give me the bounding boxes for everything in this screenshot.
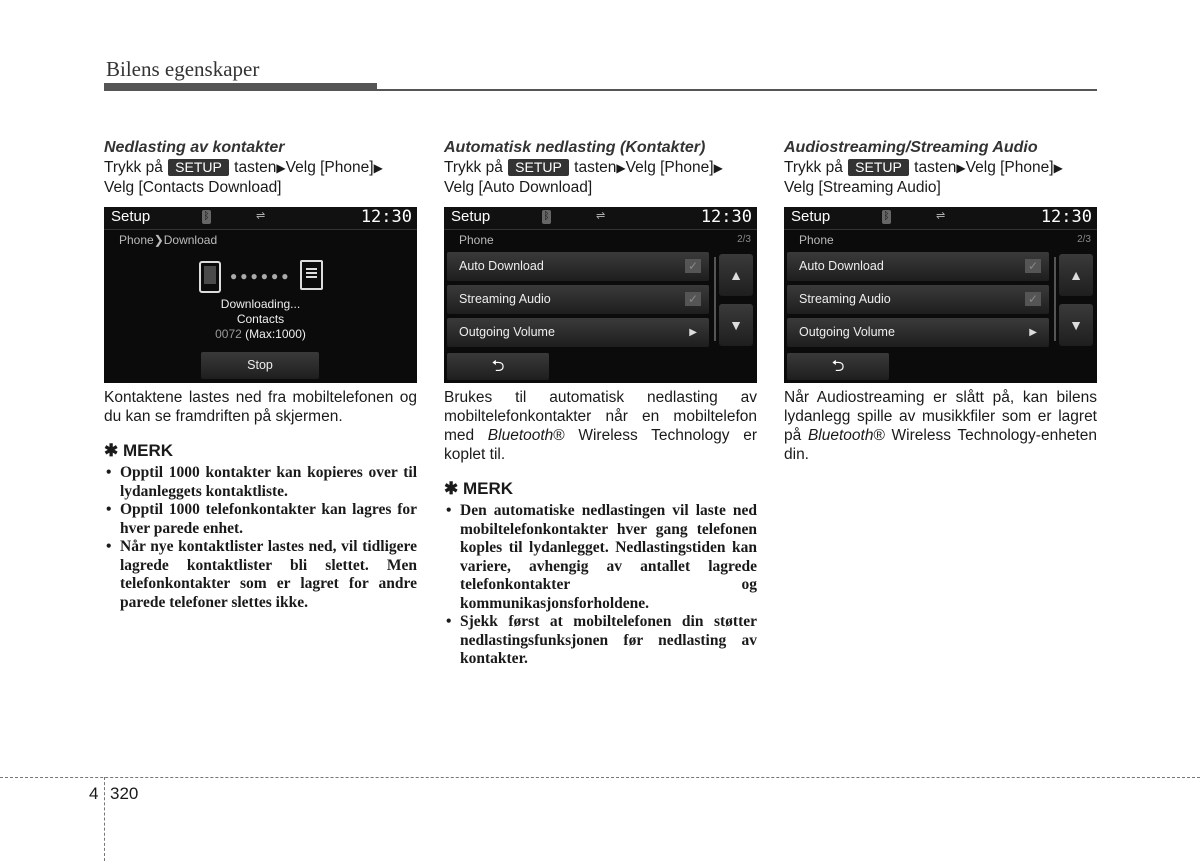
note-list bbox=[444, 502, 757, 669]
arrow-right-icon: ▶ bbox=[1029, 327, 1037, 338]
body-text bbox=[444, 388, 757, 464]
page-header-title: Bilens egenskaper bbox=[106, 57, 260, 81]
downloading-text: Downloading... bbox=[220, 297, 301, 311]
triangle-right-icon: ▶ bbox=[276, 161, 286, 175]
arrow-right-icon: ▶ bbox=[689, 327, 697, 338]
instr-text: Velg [Phone] bbox=[285, 159, 374, 176]
download-count bbox=[104, 327, 417, 341]
note-item: • Når nye kontaktlister lastes ned, vil tidligere lagrede kontaktlister bli slettet. Men telefonkontakter som er lagret for andre parede telefoner slettes ikke. bbox=[104, 538, 417, 612]
instr-text: Velg [Contacts Download] bbox=[104, 179, 282, 196]
instr-text: tasten bbox=[234, 159, 277, 176]
menu-item-label: Auto Download bbox=[799, 259, 884, 273]
screen-clock: 12:30 bbox=[1040, 207, 1092, 227]
usb-icon: ⇌ bbox=[596, 210, 606, 222]
instr-text: Trykk på bbox=[444, 159, 503, 176]
note-item: • Sjekk først at mobiltelefonen din støtter nedlastingsfunksjonen før nedlasting av kontakter. bbox=[444, 613, 757, 669]
body-text-emphasis: Bluetooth bbox=[807, 427, 874, 444]
menu-item-auto-download[interactable] bbox=[447, 252, 709, 281]
scroll-down-button[interactable]: ▼ bbox=[719, 304, 753, 346]
screen-breadcrumb: Phone bbox=[459, 233, 494, 247]
screen-title: Setup bbox=[791, 208, 831, 225]
progress-dots-icon: ●●●●●● bbox=[230, 269, 292, 283]
header-rule bbox=[104, 89, 1097, 91]
body-text-part: Brukes til automatisk nedlasting av mobiltelefonkontakter når en mobiltelefon med bbox=[444, 389, 757, 444]
menu-item-label: Outgoing Volume bbox=[799, 325, 895, 339]
screen-title: Setup bbox=[111, 208, 151, 225]
screen-title: Setup bbox=[451, 208, 491, 225]
note-list bbox=[104, 464, 417, 612]
body-text bbox=[784, 388, 1097, 464]
instr-text: Trykk på bbox=[784, 159, 843, 176]
menu-item-streaming-audio[interactable] bbox=[447, 285, 709, 314]
screen-top-bar bbox=[784, 207, 1097, 230]
scroll-divider bbox=[1054, 257, 1056, 341]
screen-clock: 12:30 bbox=[360, 207, 412, 227]
checkbox-icon[interactable]: ✓ bbox=[1025, 292, 1041, 306]
instr-text: Velg [Phone] bbox=[625, 159, 714, 176]
download-screen bbox=[104, 207, 417, 383]
note-item: • Den automatiske nedlastingen vil laste ned mobiltelefonkontakter hver gang telefonen koples til lydanlegget. Nedlastingstiden kan variere, avhengig av antallet lagrede telefonkontakter og kommunikasjonsforholdene. bbox=[444, 502, 757, 613]
back-button[interactable]: ⮌ bbox=[447, 353, 549, 380]
body-text-part: Når Audiostreaming er slått på, kan bilens lydanlegg spille av musikkfiler som er lagret på bbox=[784, 389, 1097, 444]
instr-text: Trykk på bbox=[104, 159, 163, 176]
menu-item-outgoing-volume[interactable] bbox=[447, 318, 709, 347]
screen-clock: 12:30 bbox=[700, 207, 752, 227]
menu-item-label: Outgoing Volume bbox=[459, 325, 555, 339]
instruction bbox=[444, 158, 757, 197]
bluetooth-icon: ᛒ bbox=[543, 211, 550, 222]
section-title: Audiostreaming/Streaming Audio bbox=[784, 139, 1038, 156]
phone-settings-screen bbox=[784, 207, 1097, 383]
triangle-right-icon: ▶ bbox=[1053, 161, 1063, 175]
note-heading: ✱ MERK bbox=[104, 441, 174, 460]
scroll-up-button[interactable]: ▲ bbox=[1059, 254, 1093, 296]
setup-key-label: SETUP bbox=[848, 159, 909, 176]
back-button[interactable]: ⮌ bbox=[787, 353, 889, 380]
menu-item-label: Streaming Audio bbox=[799, 292, 891, 306]
contacts-text: Contacts bbox=[236, 312, 285, 326]
footer-divider bbox=[104, 777, 105, 861]
section-contacts-download bbox=[104, 138, 417, 612]
checkbox-icon[interactable]: ✓ bbox=[685, 259, 701, 273]
phone-settings-screen bbox=[444, 207, 757, 383]
phone-icon bbox=[199, 261, 221, 293]
chapter-number: 4 bbox=[89, 784, 99, 803]
page-number: 320 bbox=[110, 784, 139, 803]
instr-text: tasten bbox=[914, 159, 957, 176]
triangle-right-icon: ▶ bbox=[713, 161, 723, 175]
scroll-divider bbox=[714, 257, 716, 341]
screen-top-bar bbox=[104, 207, 417, 230]
triangle-right-icon: ▶ bbox=[956, 161, 966, 175]
screen-breadcrumb: Phone bbox=[799, 233, 834, 247]
page-indicator: 2/3 bbox=[737, 234, 751, 245]
bluetooth-icon: ᛒ bbox=[883, 211, 890, 222]
stop-button[interactable]: Stop bbox=[201, 352, 319, 379]
triangle-right-icon: ▶ bbox=[373, 161, 383, 175]
section-streaming-audio bbox=[784, 138, 1097, 464]
checkbox-icon[interactable]: ✓ bbox=[1025, 259, 1041, 273]
triangle-right-icon: ▶ bbox=[616, 161, 626, 175]
scroll-down-button[interactable]: ▼ bbox=[1059, 304, 1093, 346]
screen-breadcrumb: Phone❯Download bbox=[119, 233, 218, 247]
section-title: Automatisk nedlasting (Kontakter) bbox=[444, 139, 706, 156]
contact-list-icon bbox=[300, 260, 323, 290]
instruction bbox=[784, 158, 1097, 197]
menu-item-label: Auto Download bbox=[459, 259, 544, 273]
menu-item-outgoing-volume[interactable] bbox=[787, 318, 1049, 347]
instr-text: Velg [Phone] bbox=[965, 159, 1054, 176]
body-text-part: ® Wireless Technology-enheten din. bbox=[784, 427, 1097, 463]
max-value: (Max:1000) bbox=[245, 327, 306, 341]
screen-top-bar bbox=[444, 207, 757, 230]
menu-item-auto-download[interactable] bbox=[787, 252, 1049, 281]
checkbox-icon[interactable]: ✓ bbox=[685, 292, 701, 306]
instr-text: tasten bbox=[574, 159, 617, 176]
usb-icon: ⇌ bbox=[256, 210, 266, 222]
instr-text: Velg [Auto Download] bbox=[444, 179, 593, 196]
note-heading: ✱ MERK bbox=[444, 479, 514, 498]
instruction bbox=[104, 158, 417, 197]
count-value: 0072 bbox=[215, 327, 242, 341]
scroll-up-button[interactable]: ▲ bbox=[719, 254, 753, 296]
setup-key-label: SETUP bbox=[508, 159, 569, 176]
setup-key-label: SETUP bbox=[168, 159, 229, 176]
instr-text: Velg [Streaming Audio] bbox=[784, 179, 941, 196]
section-auto-download bbox=[444, 138, 757, 669]
body-text: Kontaktene lastes ned fra mobiltelefonen og du kan se framdriften på skjermen. bbox=[104, 389, 417, 425]
body-text-emphasis: Bluetooth bbox=[487, 427, 554, 444]
footer-rule bbox=[0, 777, 1200, 778]
menu-item-streaming-audio[interactable] bbox=[787, 285, 1049, 314]
note-item: • Opptil 1000 telefonkontakter kan lagres for hver parede enhet. bbox=[104, 501, 417, 538]
note-item: • Opptil 1000 kontakter kan kopieres over til lydanleggets kontaktliste. bbox=[104, 464, 417, 501]
section-title: Nedlasting av kontakter bbox=[104, 139, 285, 156]
bluetooth-icon: ᛒ bbox=[203, 211, 210, 222]
usb-icon: ⇌ bbox=[936, 210, 946, 222]
page-indicator: 2/3 bbox=[1077, 234, 1091, 245]
body-text-part: ® Wireless Technology er koplet til. bbox=[444, 427, 757, 463]
menu-item-label: Streaming Audio bbox=[459, 292, 551, 306]
